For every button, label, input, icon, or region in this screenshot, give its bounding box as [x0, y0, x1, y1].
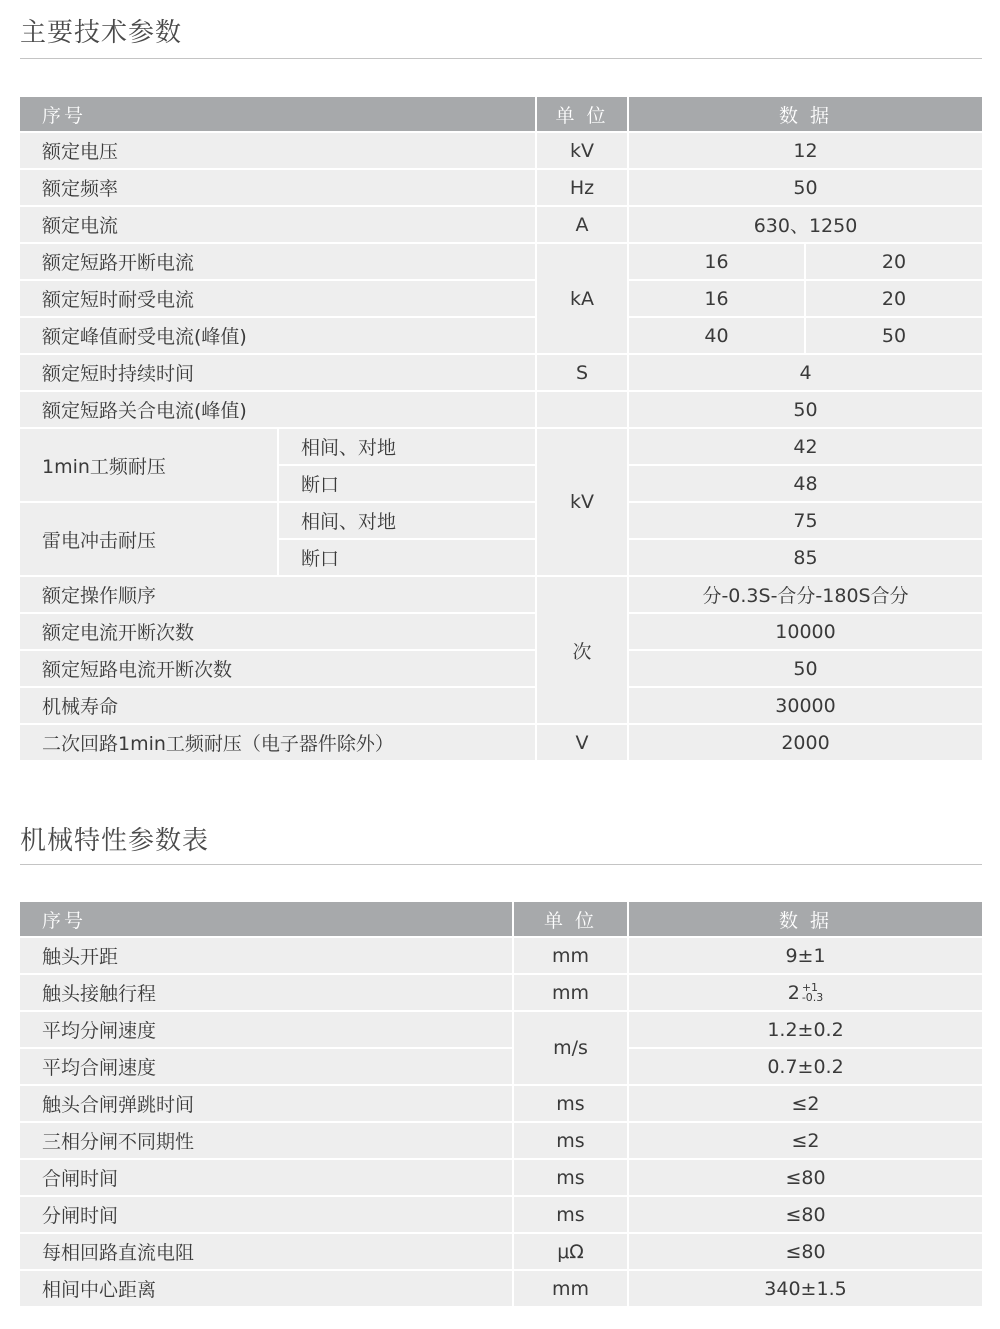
param-unit: mm [513, 937, 628, 974]
param-name: 三相分闸不同期性 [20, 1122, 513, 1159]
table-row [20, 613, 982, 650]
table-row [20, 317, 982, 354]
param-value: 50 [628, 391, 982, 428]
table-row [20, 1011, 982, 1048]
table-row [20, 169, 982, 206]
param-unit-group-ka: kA [536, 243, 628, 354]
param-unit: mm [513, 974, 628, 1011]
param-unit: Hz [536, 169, 628, 206]
param-unit: V [536, 724, 628, 761]
param-unit: ms [513, 1159, 628, 1196]
table-row [20, 1270, 982, 1307]
table-row [20, 1233, 982, 1270]
param-name: 额定频率 [20, 169, 536, 206]
param-unit: A [536, 206, 628, 243]
param-name: 二次回路1min工频耐压（电子器件除外） [20, 724, 536, 761]
param-value-b: 50 [805, 317, 982, 354]
table-row [20, 1159, 982, 1196]
param-value: 42 [628, 428, 982, 465]
table-row [20, 502, 982, 539]
param-name: 合闸时间 [20, 1159, 513, 1196]
param-group-name: 1min工频耐压 [20, 428, 278, 502]
table-row [20, 280, 982, 317]
table-row [20, 650, 982, 687]
param-unit: ms [513, 1122, 628, 1159]
param-sub-name: 断口 [278, 539, 536, 576]
param-name: 每相回路直流电阻 [20, 1233, 513, 1270]
param-value: ≤2 [628, 1122, 982, 1159]
param-name: 触头接触行程 [20, 974, 513, 1011]
header-data: 数 据 [628, 902, 982, 937]
param-value: 2 [787, 981, 800, 1004]
param-unit: μΩ [513, 1233, 628, 1270]
param-unit-group-speed: m/s [513, 1011, 628, 1085]
param-sub-name: 断口 [278, 465, 536, 502]
param-name: 机械寿命 [20, 687, 536, 724]
param-unit: mm [513, 1270, 628, 1307]
param-name: 平均合闸速度 [20, 1048, 513, 1085]
param-value: 340±1.5 [628, 1270, 982, 1307]
header-unit: 单 位 [513, 902, 628, 937]
table-row [20, 354, 982, 391]
param-value-with-tolerance [628, 974, 982, 1011]
param-unit: ms [513, 1085, 628, 1122]
table-row [20, 428, 982, 465]
header-item: 序号 [20, 97, 536, 132]
tolerance [802, 983, 823, 1003]
table-row [20, 724, 982, 761]
header-data: 数 据 [628, 97, 982, 132]
param-unit: kV [536, 132, 628, 169]
param-value: 9±1 [628, 937, 982, 974]
table-row [20, 391, 982, 428]
param-value: 75 [628, 502, 982, 539]
main-params-table [20, 97, 982, 762]
param-unit-group-kv: kV [536, 428, 628, 576]
param-value: ≤80 [628, 1233, 982, 1270]
param-unit: ms [513, 1196, 628, 1233]
table-header-row [20, 902, 982, 937]
section-title-main-params: 主要技术参数 [20, 18, 183, 48]
table-row [20, 576, 982, 613]
table-row [20, 1196, 982, 1233]
table-row [20, 132, 982, 169]
param-unit-group-times: 次 [536, 576, 628, 724]
param-unit [536, 391, 628, 428]
param-value: 50 [628, 169, 982, 206]
param-value-b: 20 [805, 243, 982, 280]
table-row [20, 937, 982, 974]
param-name: 额定短时耐受电流 [20, 280, 536, 317]
param-value: ≤80 [628, 1159, 982, 1196]
param-value-a: 40 [628, 317, 805, 354]
param-value: 50 [628, 650, 982, 687]
param-value: 630、1250 [628, 206, 982, 243]
table-row [20, 687, 982, 724]
param-name: 额定短路开断电流 [20, 243, 536, 280]
param-name: 触头合闸弹跳时间 [20, 1085, 513, 1122]
param-value: 10000 [628, 613, 982, 650]
param-unit: S [536, 354, 628, 391]
param-value: 85 [628, 539, 982, 576]
table-row [20, 206, 982, 243]
header-unit: 单 位 [536, 97, 628, 132]
param-value-b: 20 [805, 280, 982, 317]
mechanical-params-table [20, 902, 982, 1308]
param-name: 额定电流开断次数 [20, 613, 536, 650]
param-value: 30000 [628, 687, 982, 724]
table-row [20, 1048, 982, 1085]
param-value: 2000 [628, 724, 982, 761]
param-name: 额定电压 [20, 132, 536, 169]
table-row [20, 1085, 982, 1122]
table-row [20, 1122, 982, 1159]
header-item: 序号 [20, 902, 513, 937]
param-value: 1.2±0.2 [628, 1011, 982, 1048]
param-name: 额定电流 [20, 206, 536, 243]
section-divider [20, 58, 982, 59]
param-name: 额定短路关合电流(峰值) [20, 391, 536, 428]
param-value: 0.7±0.2 [628, 1048, 982, 1085]
param-value-a: 16 [628, 280, 805, 317]
table-row [20, 243, 982, 280]
param-sub-name: 相间、对地 [278, 428, 536, 465]
param-value: ≤80 [628, 1196, 982, 1233]
param-name: 触头开距 [20, 937, 513, 974]
param-name: 额定短路电流开断次数 [20, 650, 536, 687]
param-name: 分闸时间 [20, 1196, 513, 1233]
param-sub-name: 相间、对地 [278, 502, 536, 539]
param-name: 额定短时持续时间 [20, 354, 536, 391]
param-value: 4 [628, 354, 982, 391]
section-divider [20, 864, 982, 865]
tolerance-upper: +1 [801, 981, 819, 994]
param-name: 相间中心距离 [20, 1270, 513, 1307]
table-row [20, 974, 982, 1011]
param-name: 平均分闸速度 [20, 1011, 513, 1048]
param-value: 12 [628, 132, 982, 169]
param-value: 分-0.3S-合分-180S合分 [628, 576, 982, 613]
table-header-row [20, 97, 982, 132]
param-name: 额定操作顺序 [20, 576, 536, 613]
section-title-mechanical-params: 机械特性参数表 [20, 826, 210, 856]
param-value-a: 16 [628, 243, 805, 280]
param-value: ≤2 [628, 1085, 982, 1122]
param-name: 额定峰值耐受电流(峰值) [20, 317, 536, 354]
param-group-name: 雷电冲击耐压 [20, 502, 278, 576]
tolerance-lower: -0.3 [801, 991, 824, 1004]
param-value: 48 [628, 465, 982, 502]
